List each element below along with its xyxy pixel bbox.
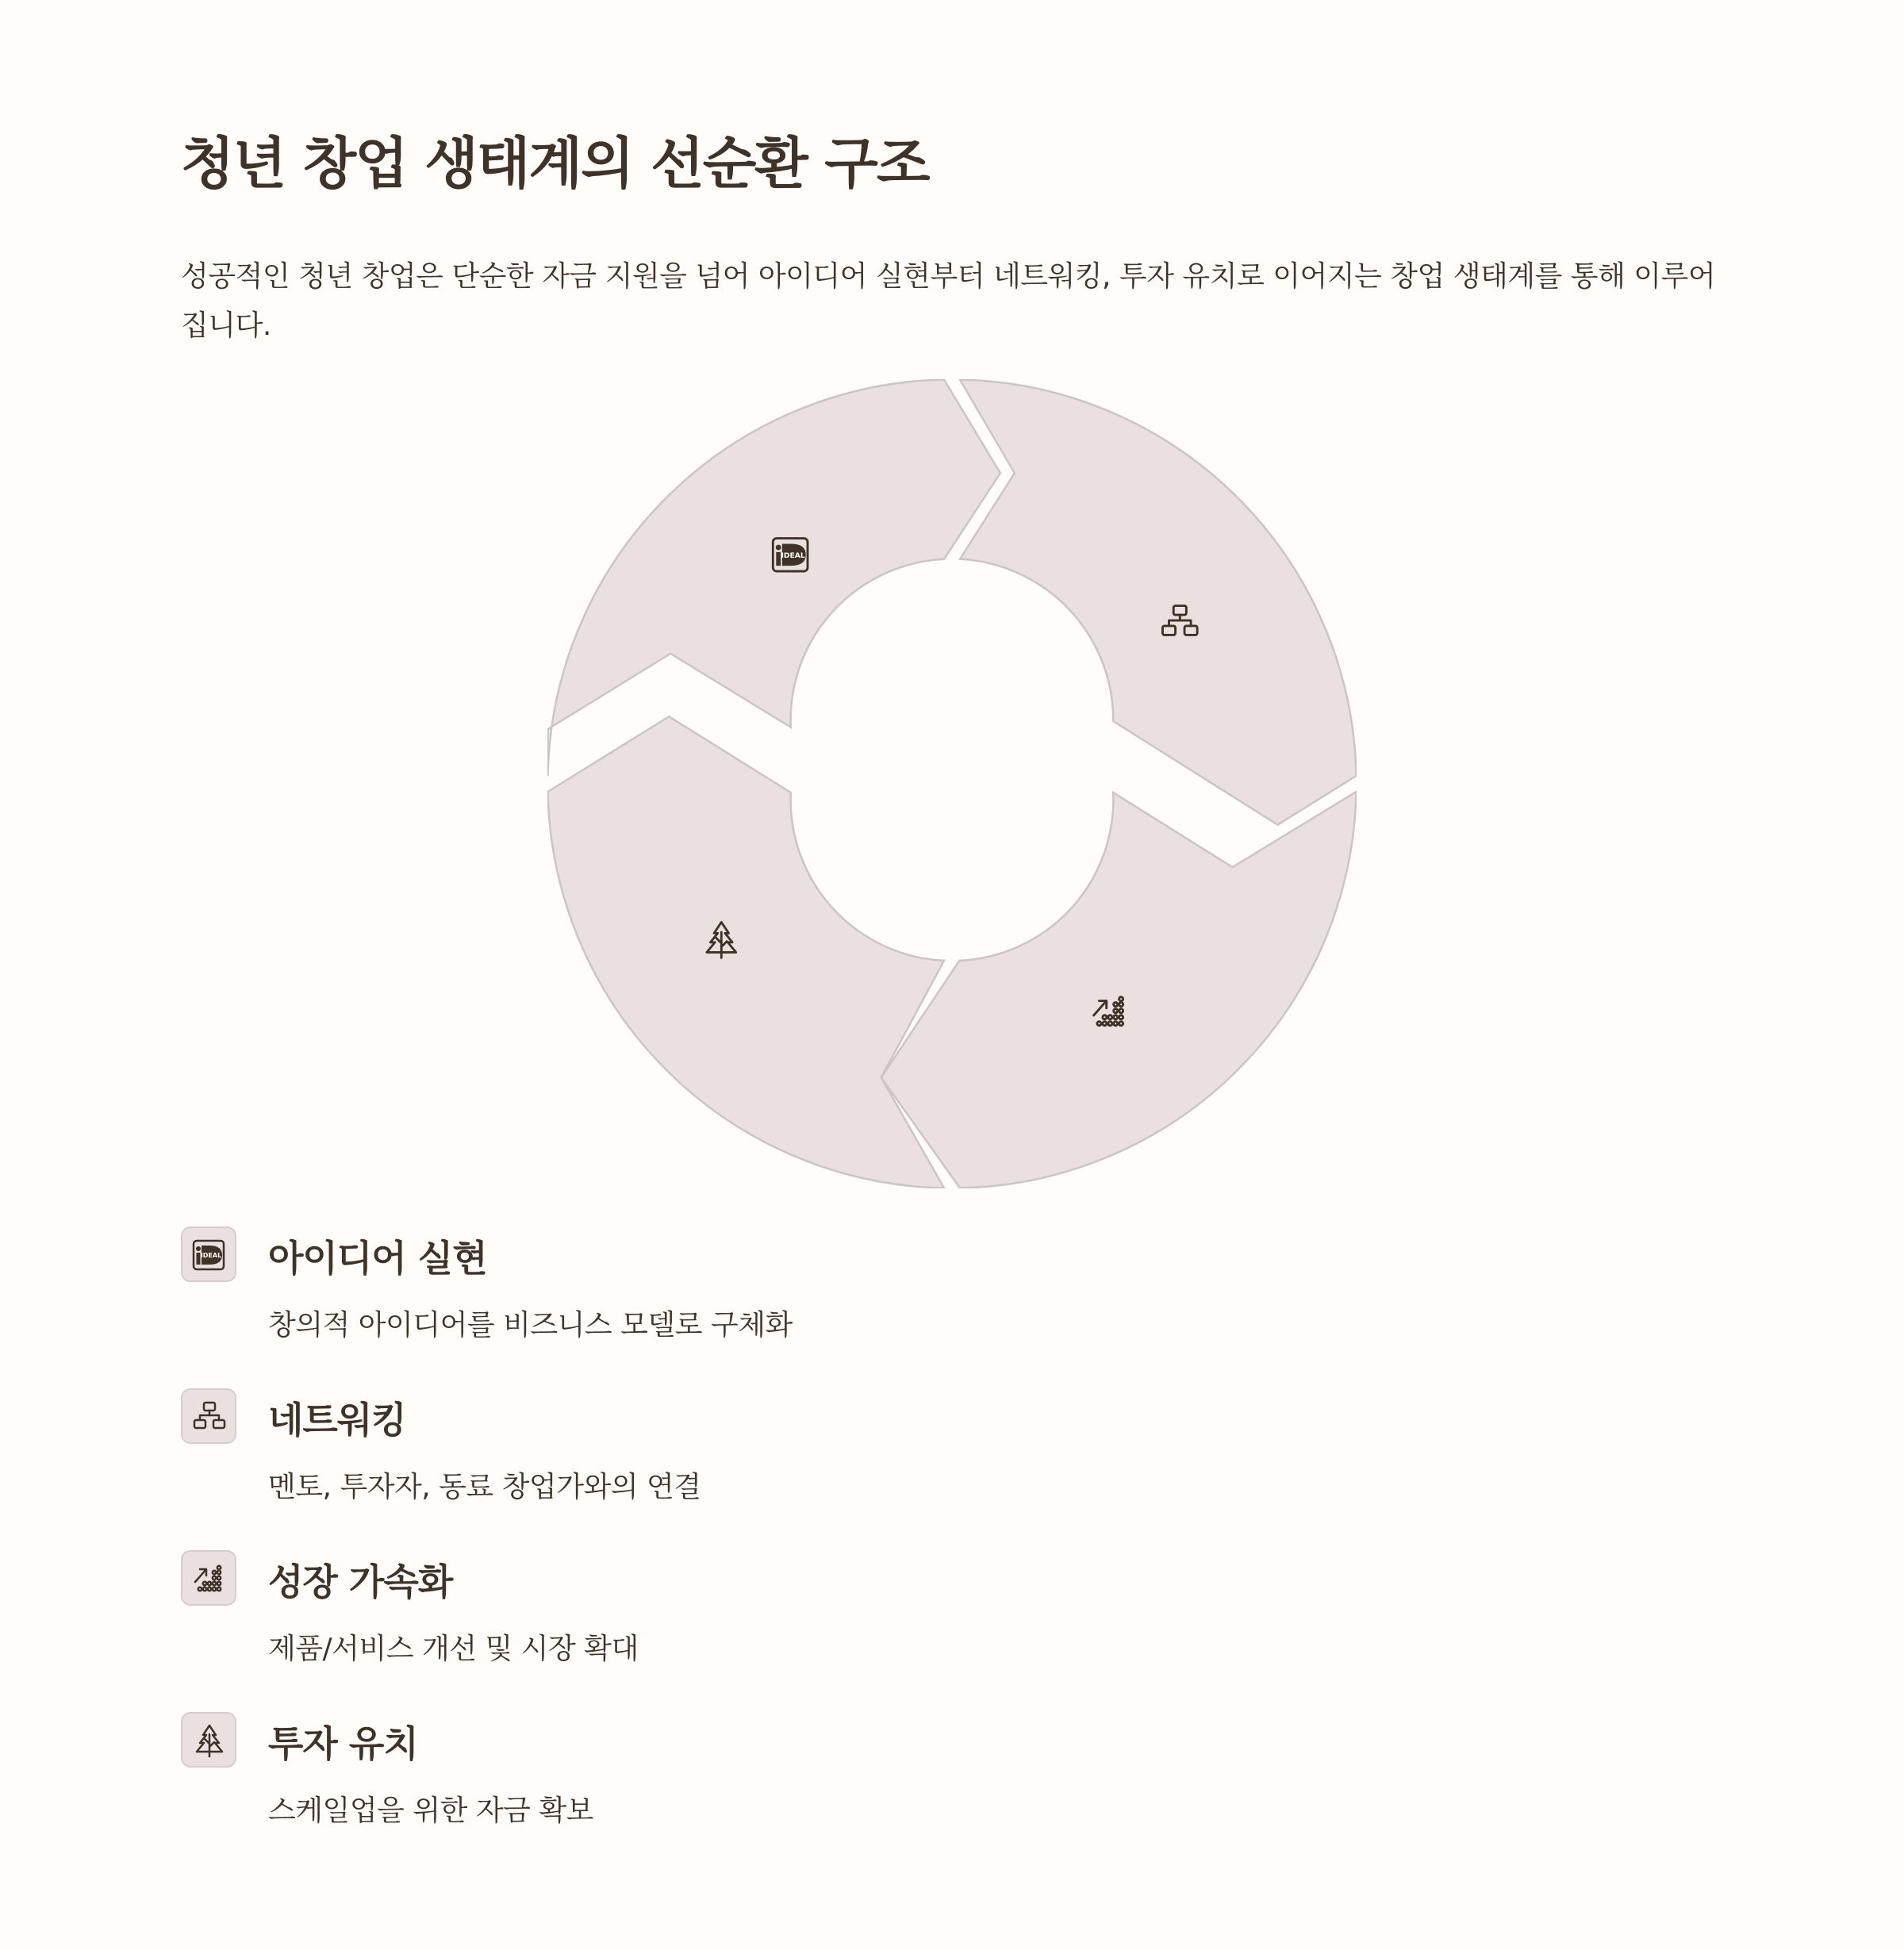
cycle-segment-investment[interactable] [548,716,945,1188]
cycle-segment-networking[interactable] [960,380,1357,825]
legend-item-title: 네트워킹 [268,1399,406,1441]
legend-item-desc: 스케일업을 위한 자금 확보 [268,1795,593,1827]
cycle-segment-idea[interactable] [548,380,1000,777]
legend-item-idea [181,1226,1292,1388]
legend-icon-box [181,1712,236,1768]
tree-icon [192,1723,227,1758]
legend-item-title: 아이디어 실현 [268,1237,487,1280]
cycle-diagram-svg: IDEAL [547,379,1357,1188]
legend-item-growth [181,1550,1292,1712]
legend-item-title: 투자 유치 [268,1722,418,1765]
network-icon [192,1399,227,1434]
legend-list [181,1226,1292,1874]
legend-item-desc: 멘토, 투자자, 동료 창업가와의 연결 [268,1471,701,1503]
growth-chart-icon [192,1561,227,1596]
ideal-icon [192,1238,227,1272]
page-title: 청년 창업 생태계의 선순환 구조 [181,131,929,196]
legend-item-desc: 제품/서비스 개선 및 시장 확대 [268,1633,639,1665]
legend-icon-box [181,1388,236,1444]
cycle-segment-growth[interactable] [881,792,1357,1188]
legend-item-networking [181,1388,1292,1550]
legend-item-desc: 창의적 아이디어를 비즈니스 모델로 구체화 [268,1309,793,1342]
cycle-diagram [547,379,1357,1188]
legend-icon-box [181,1226,236,1282]
legend-item-investment [181,1712,1292,1874]
legend-item-title: 성장 가속화 [268,1560,453,1603]
page-subtitle: 성공적인 청년 창업은 단순한 자금 지원을 넘어 아이디어 실현부터 네트워킹, 투자 유치로 이어지는 창업 생태계를 통해 이루어집니다. [181,260,1716,342]
legend-icon-box [181,1550,236,1606]
